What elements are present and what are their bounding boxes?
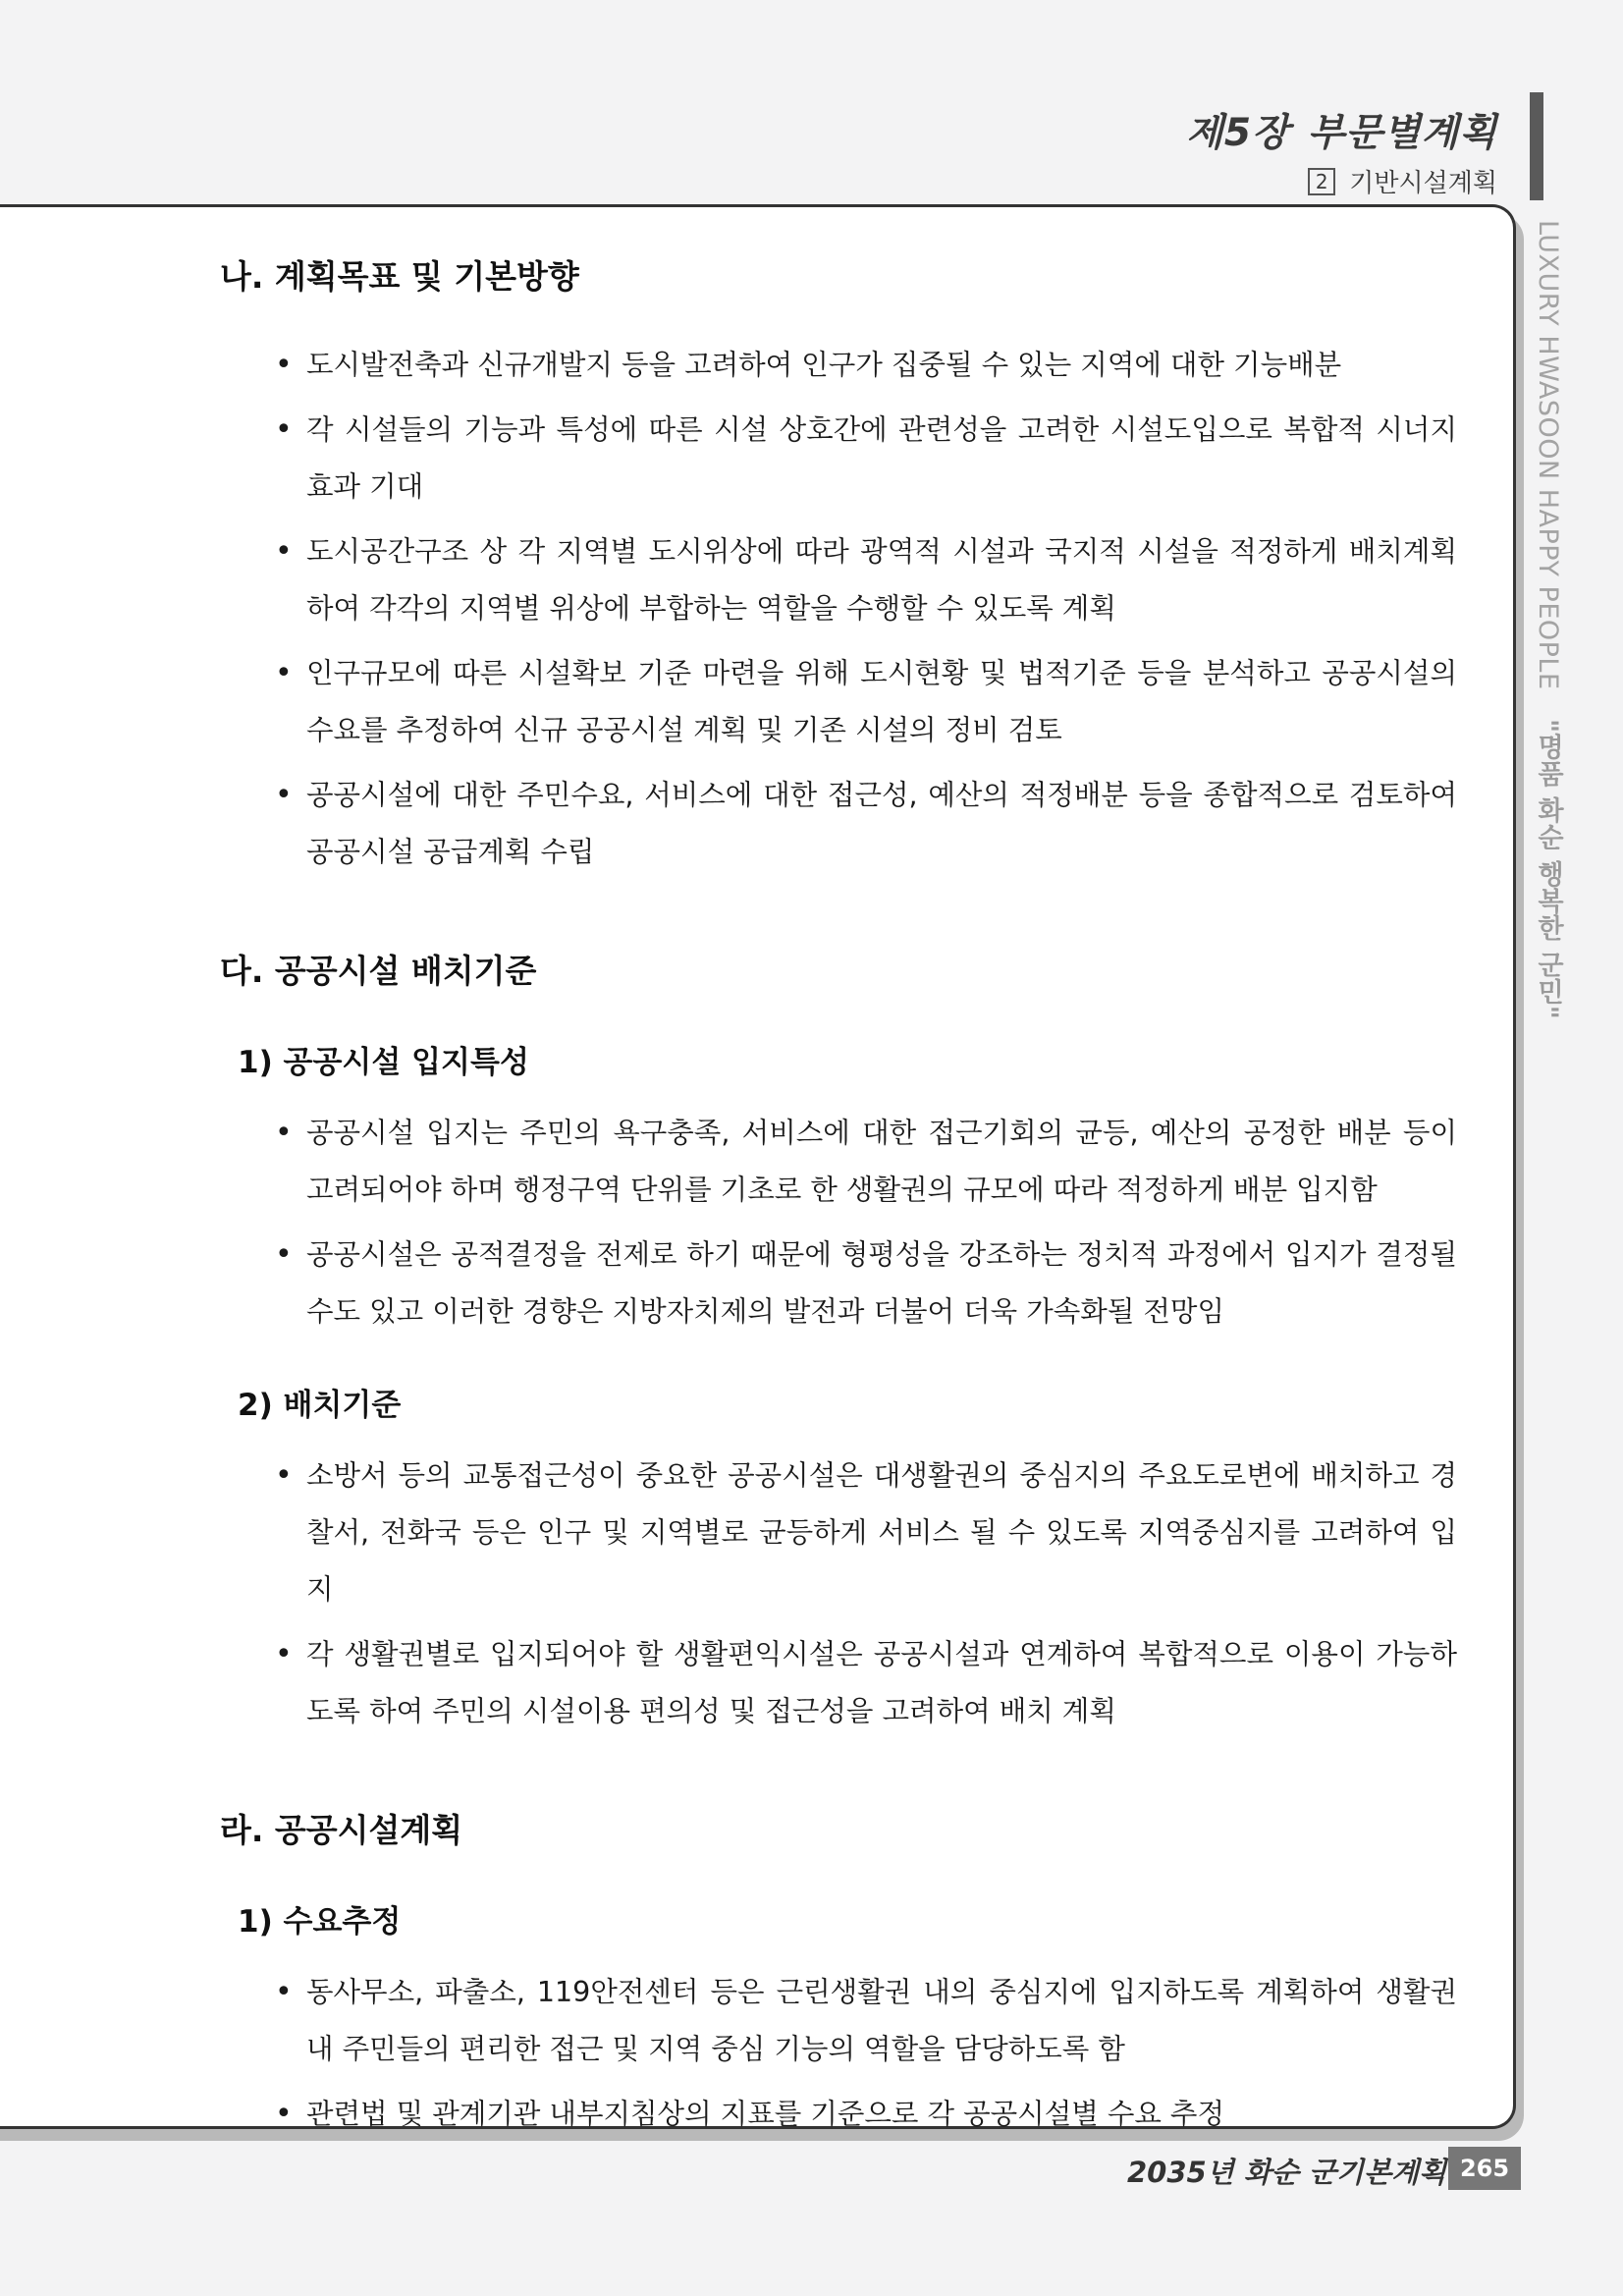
slogan-english: LUXURY HWASOON HAPPY PEOPLE bbox=[1533, 220, 1563, 690]
chapter-title bbox=[1186, 102, 1497, 157]
chapter-name: 부문별계획 bbox=[1307, 111, 1497, 155]
header-accent-bar bbox=[1530, 92, 1543, 200]
slogan-korean: "명품 화순 행복한 군민" bbox=[1533, 718, 1563, 1019]
section-title: 기반시설계획 bbox=[1349, 169, 1497, 198]
list-item: • 각 생활권별로 입지되어야 할 생활편익시설은 공공시설과 연계하여 복합적으로 이용이 가능하도록 하여 주민의 시설이용 편의성 및 접근성을 고려하여 배치 계획 bbox=[220, 1626, 1457, 1740]
list-item: • 동사무소, 파출소, 119안전센터 등은 근린생활권 내의 중심지에 입지하도록 계획하여 생활권 내 주민들의 편리한 접근 및 지역 중심 기능의 역할을 담당하도록 함 bbox=[220, 1964, 1457, 2078]
list-na bbox=[220, 337, 1457, 881]
subheading-da-1: 1) 공공시설 입지특성 bbox=[238, 1045, 529, 1080]
page-number: 265 bbox=[1448, 2147, 1521, 2190]
section-number-box: 2 bbox=[1308, 168, 1335, 195]
list-item: • 관련법 및 관계기관 내부지침상의 지표를 기준으로 각 공공시설별 수요 추정 bbox=[220, 2086, 1457, 2143]
list-item: • 각 시설들의 기능과 특성에 따른 시설 상호간에 관련성을 고려한 시설도입으로 복합적 시너지 효과 기대 bbox=[220, 402, 1457, 516]
document-body bbox=[220, 251, 1457, 2143]
list-item: • 인구규모에 따른 시설확보 기준 마련을 위해 도시현황 및 법적기준 등을 분석하고 공공시설의 수요를 추정하여 신규 공공시설 계획 및 기존 시설의 정비 검토 bbox=[220, 645, 1457, 759]
section-subtitle bbox=[1308, 163, 1497, 199]
chapter-number: 제5장 bbox=[1186, 111, 1290, 155]
vertical-slogan bbox=[1524, 220, 1571, 1065]
list-item: • 공공시설 입지는 주민의 욕구충족, 서비스에 대한 접근기회의 균등, 예산의 공정한 배분 등이 고려되어야 하며 행정구역 단위를 기초로 한 생활권의 규모에 따라 적정하게 배분 입지함 bbox=[220, 1105, 1457, 1219]
list-item: • 도시공간구조 상 각 지역별 도시위상에 따라 광역적 시설과 국지적 시설을 적정하게 배치계획하여 각각의 지역별 위상에 부합하는 역할을 수행할 수 있도록 계획 bbox=[220, 523, 1457, 637]
list-da-1 bbox=[220, 1105, 1457, 1340]
list-item: • 소방서 등의 교통접근성이 중요한 공공시설은 대생활권의 중심지의 주요도로변에 배치하고 경찰서, 전화국 등은 인구 및 지역별로 균등하게 서비스 될 수 있도록 지역중심지를 고려하여 입지 bbox=[220, 1448, 1457, 1618]
subheading-ra-1: 1) 수요추정 bbox=[238, 1904, 402, 1940]
list-da-2 bbox=[220, 1448, 1457, 1740]
list-item: • 도시발전축과 신규개발지 등을 고려하여 인구가 집중될 수 있는 지역에 대한 기능배분 bbox=[220, 337, 1457, 394]
footer-document-title: 2035년 화순 군기본계획 bbox=[1126, 2156, 1446, 2189]
heading-na: 나. 계획목표 및 기본방향 bbox=[220, 257, 579, 296]
list-item: • 공공시설은 공적결정을 전제로 하기 때문에 형평성을 강조하는 정치적 과정에서 입지가 결정될 수도 있고 이러한 경향은 지방자치제의 발전과 더불어 더욱 가속화될 전망임 bbox=[220, 1227, 1457, 1340]
heading-da: 다. 공공시설 배치기준 bbox=[220, 952, 537, 990]
heading-ra: 라. 공공시설계획 bbox=[220, 1811, 463, 1849]
list-ra-1 bbox=[220, 1964, 1457, 2143]
subheading-da-2: 2) 배치기준 bbox=[238, 1388, 402, 1423]
list-item: • 공공시설에 대한 주민수요, 서비스에 대한 접근성, 예산의 적정배분 등을 종합적으로 검토하여 공공시설 공급계획 수립 bbox=[220, 767, 1457, 881]
